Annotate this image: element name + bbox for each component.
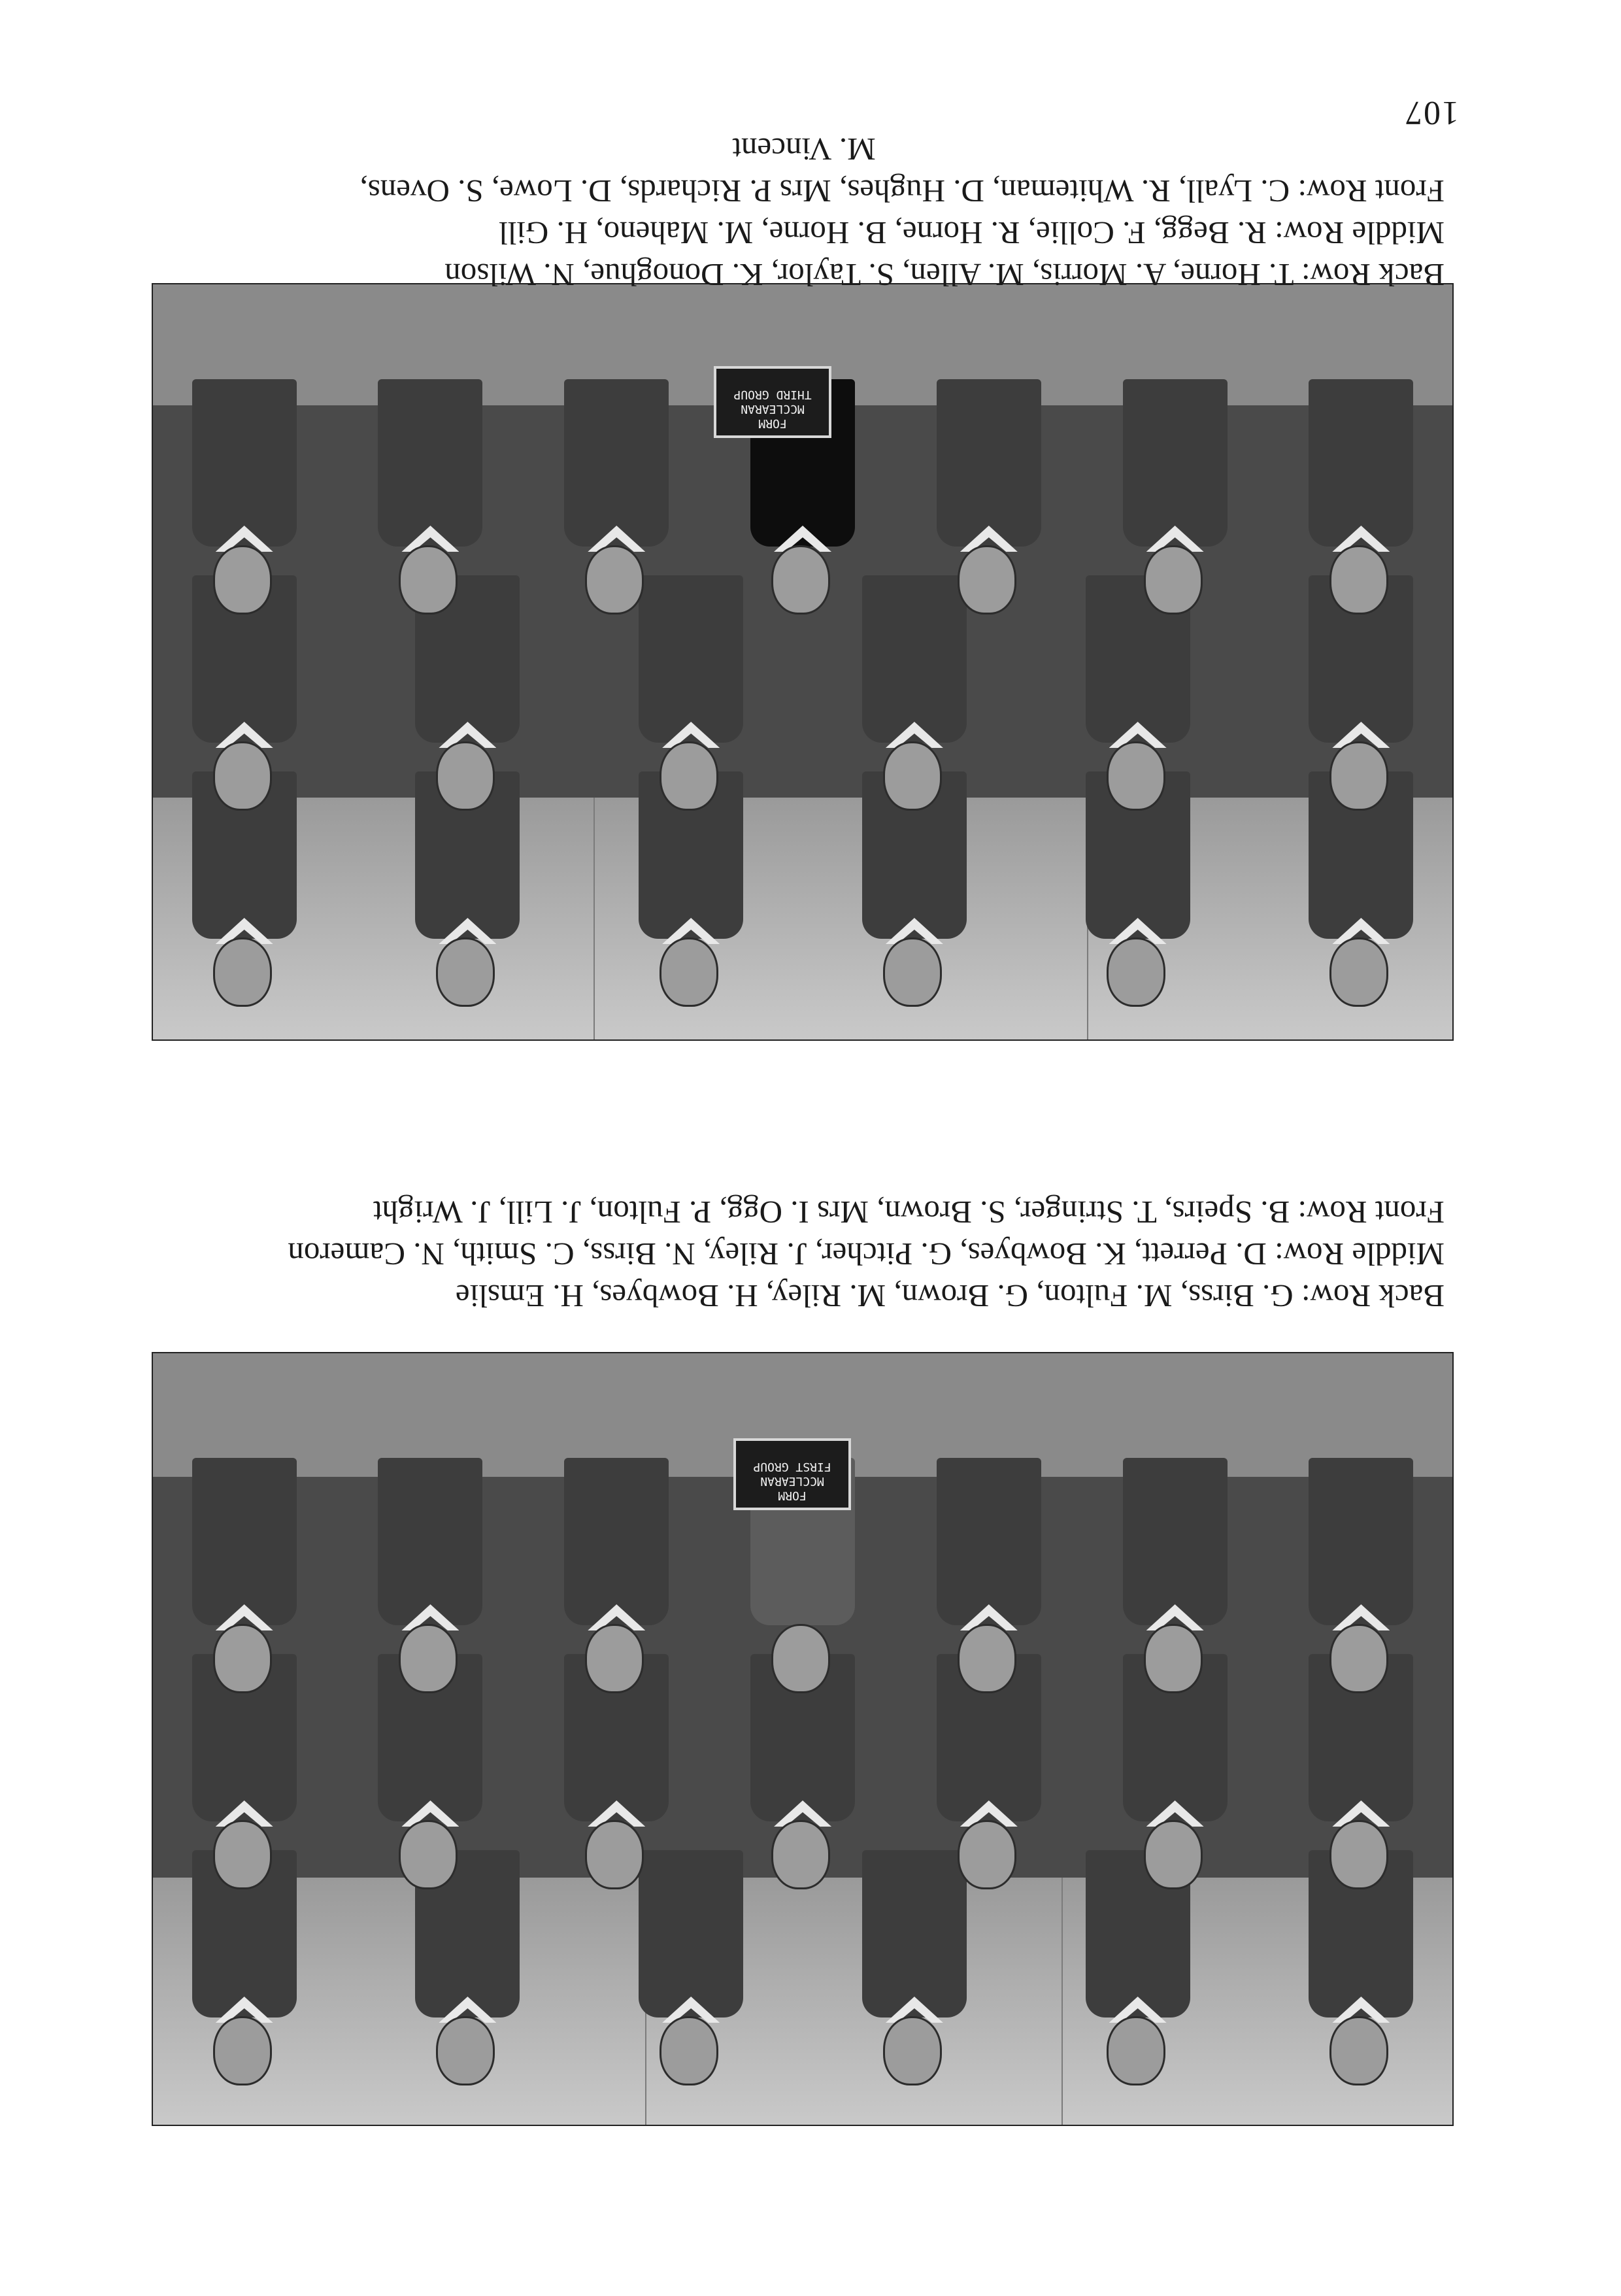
sign-line: MCCLEARAN <box>741 402 805 416</box>
caption-back-row: Back Row: G. Birss, M. Fulton, G. Brown, M. Riley, H. Bowbyes, H. Emslie <box>455 1278 1445 1314</box>
person <box>1123 379 1228 615</box>
caption-front-row: Front Row: C. Lyall, R. Whiteman, D. Hughes, Mrs P. Richards, D. Lowe, S. Ovens, <box>359 173 1445 209</box>
person <box>192 379 297 615</box>
person <box>378 379 482 615</box>
sign-line: FIRST GROUP <box>753 1460 831 1474</box>
person <box>937 1458 1041 1693</box>
person <box>1309 379 1413 615</box>
sign-line: THIRD GROUP <box>733 388 812 401</box>
caption-front-row: Front Row: B. Speirs, T. Stringer, S. Brown, Mrs I. Ogg, P. Fulton, J. Lill, J. Wright <box>373 1194 1445 1230</box>
page-number: 107 <box>1404 94 1459 131</box>
person <box>192 1458 297 1693</box>
caption-back-row: Back Row: T. Horne, A. Morris, M. Allen, S. Taylor, K. Donoghue, N. Wilson <box>444 257 1445 293</box>
group-sign <box>714 366 831 438</box>
sign-line: FORM <box>778 1489 807 1502</box>
person <box>1123 1458 1228 1693</box>
person <box>564 379 669 615</box>
caption-middle-row: Middle Row: R. Begg, F. Collie, R. Horne, B. Horne, M. Maheno, H. Gill <box>499 215 1445 251</box>
photo-caption-third <box>163 128 1445 295</box>
caption-front-row-continued: M. Vincent <box>732 131 876 167</box>
group-sign <box>733 1438 851 1510</box>
person <box>1309 1458 1413 1693</box>
class-photo-third <box>152 283 1454 1041</box>
sign-line: MCCLEARAN <box>760 1474 824 1488</box>
photo-caption-first <box>163 1191 1445 1317</box>
caption-middle-row: Middle Row: D. Perrett, K. Bowbyes, G. Pitcher, J. Riley, N. Birss, C. Smith, N. Cameron <box>288 1236 1445 1272</box>
sign-line: FORM <box>758 416 787 430</box>
person <box>564 1458 669 1693</box>
class-photo-first <box>152 1352 1454 2126</box>
person <box>378 1458 482 1693</box>
person <box>937 379 1041 615</box>
